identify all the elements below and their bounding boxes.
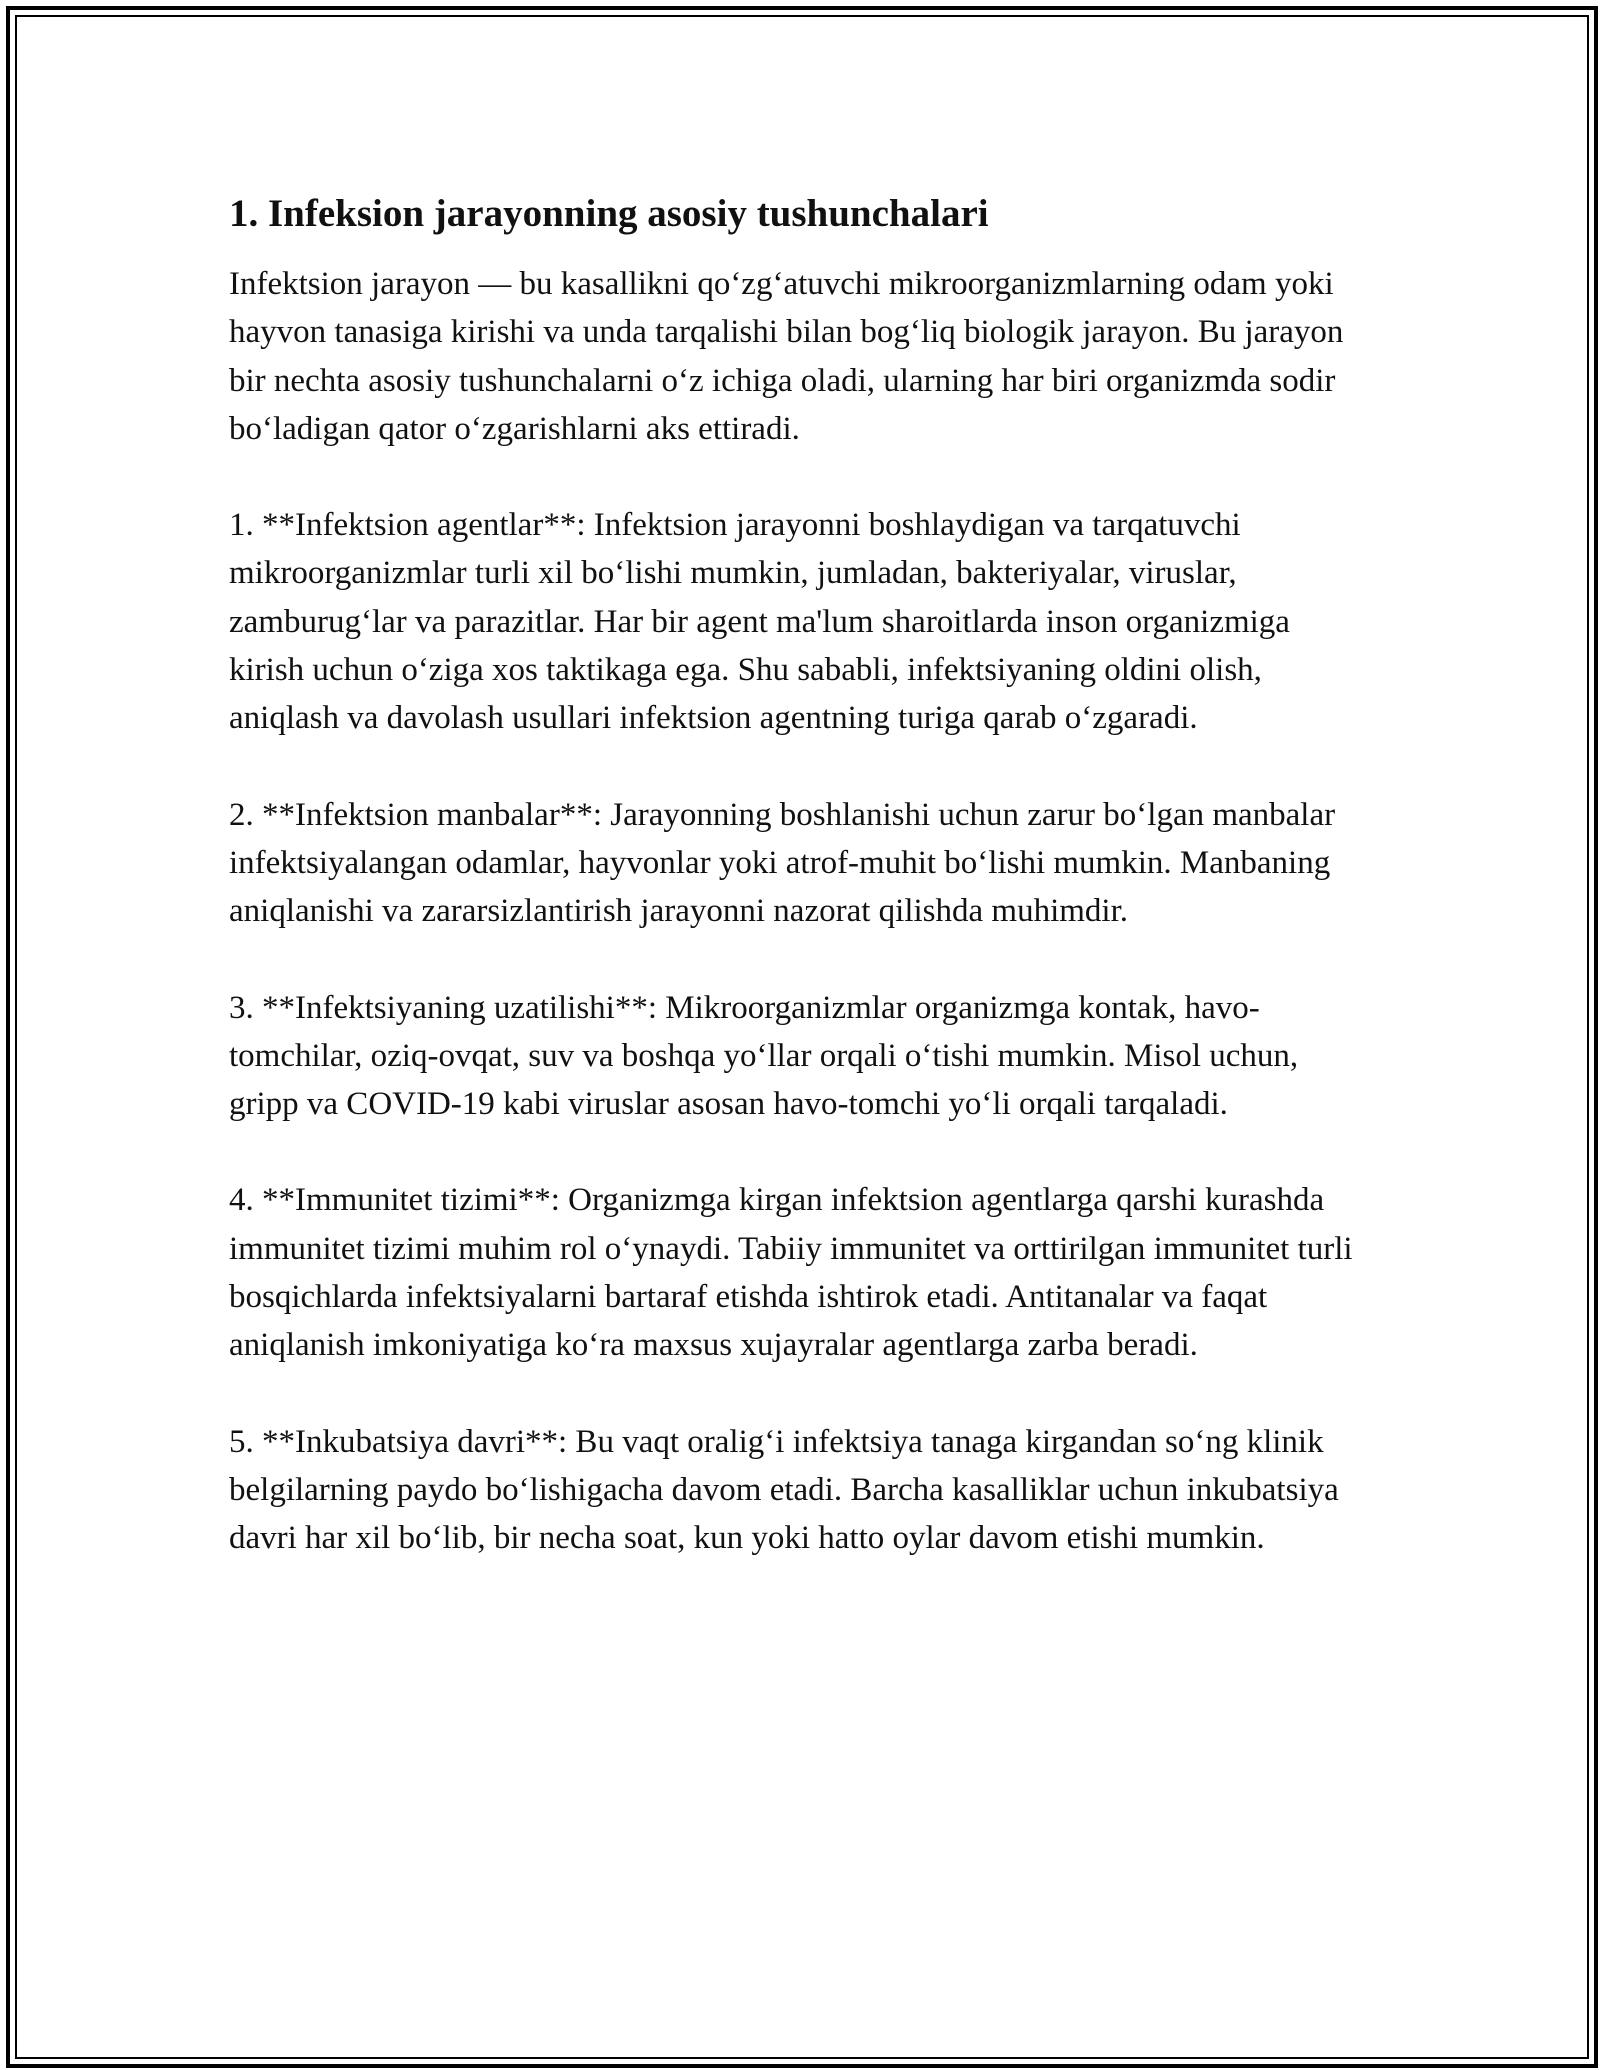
- document-title: 1. Infeksion jarayonning asosiy tushunchalari: [229, 192, 989, 235]
- list-item-infectious-sources: 2. **Infektsion manbalar**: Jarayonning boshlanishi uchun zarur bo‘lgan manbalar infektsiyalangan odamlar, hayvonlar yoki atrof-muhit bo‘lishi mumkin. Manbaning aniqlanishi va zararsizlantirish jarayonni nazorat qilishda muhimdir.: [229, 796, 1336, 930]
- list-item-infectious-agents: 1. **Infektsion agentlar**: Infektsion jarayonni boshlaydigan va tarqatuvchi mikroorganizmlar turli xil bo‘lishi mumkin, jumladan, bakteriyalar, viruslar, zamburug‘lar va parazitlar. Har bir agent ma'lum sharoitlarda inson organizmiga kirish uchun o‘ziga xos taktikaga ega. Shu sababli, infektsiyaning oldini olish, aniqlash va davolash usullari infektsion agentning turiga qarab o‘zgaradi.: [229, 507, 1290, 737]
- intro-paragraph: Infektsion jarayon — bu kasallikni qo‘zg‘atuvchi mikroorganizmlarning odam yoki hayvon tanasiga kirishi va unda tarqalishi bilan bog‘liq biologik jarayon. Bu jarayon bir nechta asosiy tushunchalarni o‘z ichiga oladi, ularning har biri organizmda sodir bo‘ladigan qator o‘zgarishlarni aks ettiradi.: [229, 266, 1344, 447]
- list-item-incubation-period: 5. **Inkubatsiya davri**: Bu vaqt oralig‘i infektsiya tanaga kirgandan so‘ng klinik belgilarning paydo bo‘lishigacha davom etadi. Barcha kasalliklar uchun inkubatsiya davri har xil bo‘lib, bir necha soat, kun yoki hatto oylar davom etishi mumkin.: [229, 1423, 1339, 1557]
- list-item-immune-system: 4. **Immunitet tizimi**: Organizmga kirgan infektsion agentlarga qarshi kurashda immunitet tizimi muhim rol o‘ynaydi. Tabiiy immunitet va orttirilgan immunitet turli bosqichlarda infektsiyalarni bartaraf etishda ishtirok etadi. Antitanalar va faqat aniqlanish imkoniyatiga ko‘ra maxsus xujayralar agentlarga zarba beradi.: [229, 1182, 1353, 1364]
- document-body: [229, 190, 1369, 1611]
- list-item-transmission: 3. **Infektsiyaning uzatilishi**: Mikroorganizmlar organizmga kontak, havo-tomchilar, oziq-ovqat, suv va boshqa yo‘llar orqali o‘tishi mumkin. Misol uchun, gripp va COVID-19 kabi viruslar asosan havo-tomchi yo‘li orqali tarqaladi.: [229, 989, 1299, 1123]
